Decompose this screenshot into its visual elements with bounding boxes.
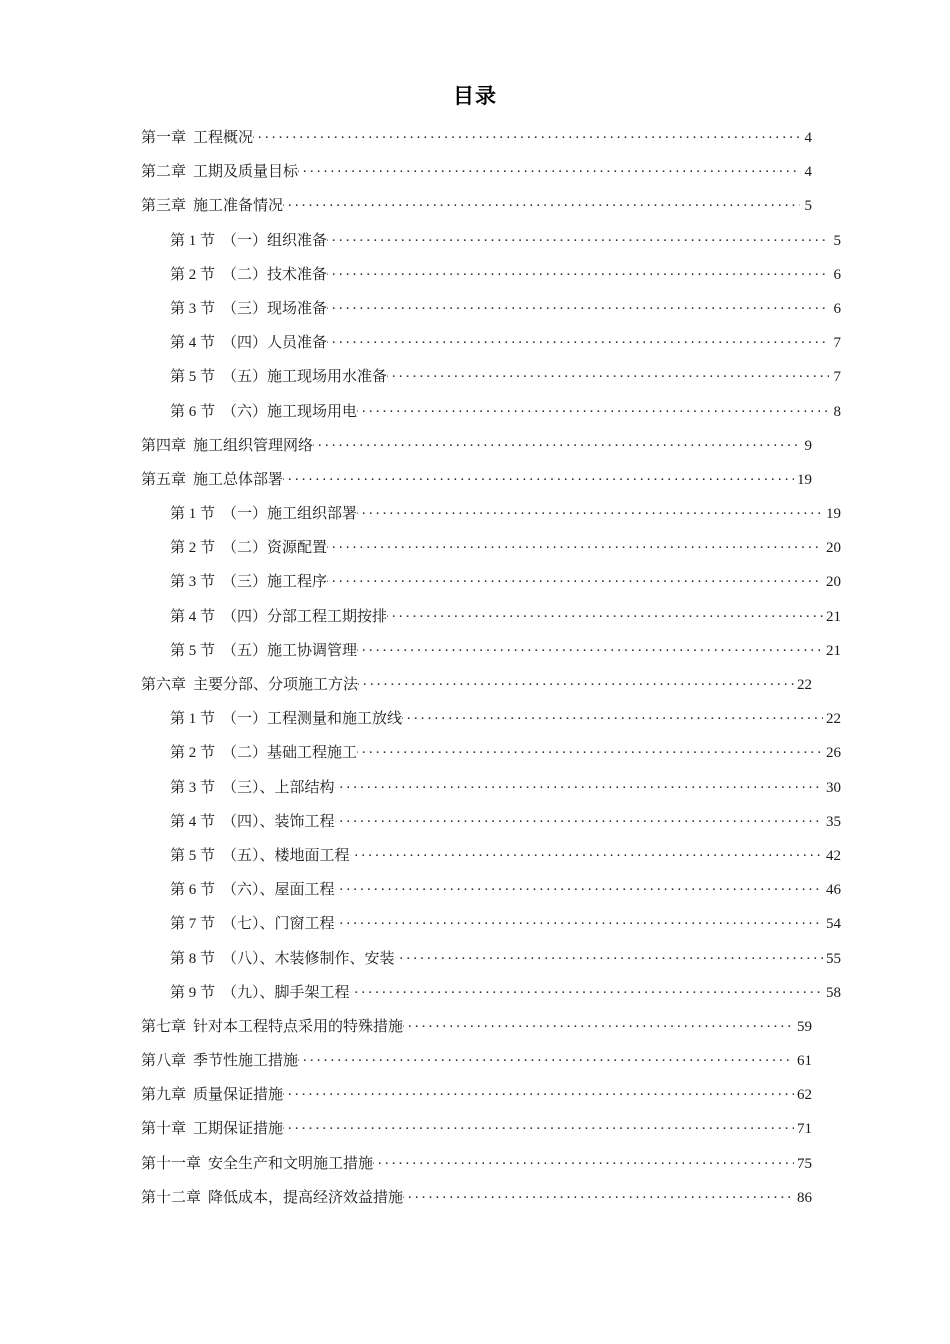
toc-entry-label: 第 7 节 — [170, 916, 216, 933]
toc-entry[interactable] — [141, 668, 812, 702]
toc-entry-label: 第 2 节 — [170, 266, 216, 283]
toc-entry-label: 第 3 节 — [170, 779, 216, 796]
toc-dot-leader — [357, 742, 823, 757]
toc-entry[interactable] — [141, 736, 841, 770]
toc-dot-leader — [350, 982, 823, 997]
toc-entry-page-number: 21 — [826, 642, 841, 659]
toc-dot-leader — [402, 708, 823, 723]
toc-entry-page-number: 59 — [797, 1018, 812, 1035]
toc-entry-title: 工期及质量目标 — [193, 164, 299, 181]
toc-entry-label: 第 9 节 — [170, 984, 216, 1001]
toc-entry-label: 第十二章 — [141, 1189, 202, 1206]
toc-entry[interactable] — [141, 531, 841, 565]
toc-entry-label: 第二章 — [141, 164, 187, 181]
toc-entry-label: 第 8 节 — [170, 950, 216, 967]
toc-entry[interactable] — [141, 907, 841, 941]
toc-dot-leader — [283, 1084, 794, 1099]
toc-entry-label: 第九章 — [141, 1087, 187, 1104]
toc-entry-page-number: 22 — [797, 677, 812, 693]
toc-entry-title: 工期保证措施 — [193, 1121, 284, 1138]
toc-entry[interactable] — [141, 189, 812, 223]
toc-entry-title: （二）技术准备 — [222, 266, 328, 283]
toc-entry-title: 工程概况 — [193, 130, 254, 146]
toc-entry[interactable] — [141, 942, 841, 976]
toc-entry[interactable] — [141, 565, 841, 599]
toc-entry-title: 质量保证措施 — [193, 1087, 284, 1104]
toc-dot-leader — [327, 264, 829, 279]
toc-entry-title: （五）施工协调管理 — [222, 642, 358, 659]
toc-entry-title: （八）、木装修制作、安装 — [222, 950, 395, 967]
toc-dot-leader — [327, 298, 829, 313]
toc-entry-page-number: 30 — [826, 779, 841, 796]
toc-entry-label: 第 6 节 — [170, 403, 216, 420]
toc-dot-leader — [357, 401, 829, 416]
toc-entry-title: （四）分部工程工期按排 — [222, 608, 388, 625]
toc-entry-page-number: 61 — [797, 1053, 812, 1070]
toc-entry-title: （一）施工组织部署 — [222, 506, 358, 523]
toc-dot-leader — [298, 161, 800, 176]
toc-entry[interactable] — [141, 326, 841, 360]
toc-dot-leader — [403, 1016, 794, 1031]
toc-entry[interactable] — [141, 976, 841, 1010]
toc-entry-page-number: 26 — [826, 745, 841, 762]
toc-entry[interactable] — [141, 1181, 812, 1215]
toc-dot-leader — [350, 845, 823, 860]
toc-entry-label: 第 1 节 — [170, 506, 216, 523]
toc-entry[interactable] — [141, 805, 841, 839]
toc-entry-label: 第 2 节 — [170, 745, 216, 762]
toc-entry-label: 第 1 节 — [170, 232, 216, 249]
toc-entry[interactable] — [141, 1078, 812, 1112]
toc-dot-leader — [327, 571, 823, 586]
toc-entry-page-number: 5 — [833, 232, 841, 249]
toc-entry[interactable] — [141, 395, 841, 429]
toc-entry[interactable] — [141, 463, 812, 497]
toc-entry-page-number: 42 — [826, 847, 841, 864]
toc-entry[interactable] — [141, 155, 812, 189]
toc-entry[interactable] — [141, 224, 841, 258]
toc-entry-label: 第 5 节 — [170, 642, 216, 659]
toc-entry-label: 第 5 节 — [170, 369, 216, 386]
toc-dot-leader — [283, 195, 800, 210]
toc-dot-leader — [283, 1118, 794, 1133]
toc-entry-title: 施工组织管理网络 — [193, 437, 314, 454]
toc-entry-page-number: 35 — [826, 813, 841, 830]
toc-entry-page-number: 19 — [826, 506, 841, 523]
toc-entry-label: 第六章 — [141, 677, 187, 693]
table-of-contents — [141, 121, 841, 1215]
toc-entry-page-number: 20 — [826, 540, 841, 557]
toc-entry-page-number: 54 — [826, 916, 841, 933]
toc-entry-page-number: 21 — [826, 608, 841, 625]
toc-dot-leader — [298, 1050, 794, 1065]
toc-entry-title: （五）施工现场用水准备 — [222, 369, 388, 386]
toc-dot-leader — [395, 948, 823, 963]
toc-entry-label: 第十一章 — [141, 1155, 202, 1172]
toc-entry-title: （五）、楼地面工程 — [222, 847, 350, 864]
toc-dot-leader — [327, 230, 829, 245]
toc-entry-label: 第 4 节 — [170, 335, 216, 352]
toc-entry-title: （六）施工现场用电 — [222, 403, 358, 420]
toc-entry-title: 主要分部、分项施工方法 — [193, 677, 359, 693]
toc-entry-label: 第 3 节 — [170, 574, 216, 591]
toc-entry[interactable] — [141, 1044, 812, 1078]
toc-dot-leader — [327, 332, 829, 347]
toc-entry-page-number: 58 — [826, 984, 841, 1001]
toc-entry-page-number: 8 — [833, 403, 841, 420]
toc-entry[interactable] — [141, 634, 841, 668]
toc-entry[interactable] — [141, 497, 841, 531]
toc-entry-title: （七）、门窗工程 — [222, 916, 335, 933]
toc-entry-label: 第 2 节 — [170, 540, 216, 557]
toc-dot-leader — [387, 366, 829, 381]
toc-dot-leader — [335, 913, 823, 928]
toc-entry-page-number: 62 — [797, 1087, 812, 1104]
toc-entry-title: 降低成本，提高经济效益措施 — [208, 1189, 404, 1206]
toc-entry[interactable] — [141, 258, 841, 292]
toc-entry-label: 第 6 节 — [170, 882, 216, 899]
toc-entry-label: 第四章 — [141, 437, 187, 454]
toc-entry-page-number: 5 — [804, 198, 812, 215]
toc-entry-page-number: 9 — [804, 437, 812, 454]
toc-entry[interactable] — [141, 429, 812, 463]
toc-entry-page-number: 6 — [833, 266, 841, 283]
toc-dot-leader — [335, 879, 823, 894]
toc-entry-label: 第 5 节 — [170, 847, 216, 864]
toc-entry-label: 第一章 — [141, 130, 187, 146]
toc-dot-leader — [335, 811, 823, 826]
toc-entry[interactable] — [141, 600, 841, 634]
toc-entry-title: （一）组织准备 — [222, 232, 328, 249]
toc-entry[interactable] — [141, 121, 812, 155]
toc-entry-title: 季节性施工措施 — [193, 1053, 299, 1070]
toc-entry-title: （四）人员准备 — [222, 335, 328, 352]
toc-entry-label: 第八章 — [141, 1053, 187, 1070]
toc-entry[interactable] — [141, 839, 841, 873]
toc-entry-page-number: 6 — [833, 300, 841, 317]
toc-entry-title: （一）工程测量和施工放线 — [222, 711, 403, 728]
toc-entry-label: 第五章 — [141, 471, 187, 488]
toc-entry[interactable] — [141, 702, 841, 736]
toc-entry-title: 施工准备情况 — [193, 198, 284, 215]
toc-dot-leader — [327, 537, 823, 552]
toc-entry-title: 施工总体部署 — [193, 471, 284, 488]
toc-entry-title: （二）资源配置 — [222, 540, 328, 557]
toc-entry-title: （二）基础工程施工 — [222, 745, 358, 762]
toc-dot-leader — [335, 777, 823, 792]
toc-entry-title: （三）现场准备 — [222, 300, 328, 317]
toc-entry-page-number: 19 — [797, 471, 812, 488]
page-title: 目录 — [453, 84, 497, 108]
toc-entry[interactable] — [141, 1010, 812, 1044]
toc-dot-leader — [283, 469, 794, 484]
toc-entry-title: （三）、上部结构 — [222, 779, 335, 796]
toc-entry-label: 第 1 节 — [170, 711, 216, 728]
toc-entry-label: 第 3 节 — [170, 300, 216, 317]
toc-dot-leader — [373, 1153, 794, 1168]
toc-entry-label: 第 4 节 — [170, 813, 216, 830]
toc-dot-leader — [357, 640, 823, 655]
toc-entry-label: 第十章 — [141, 1121, 187, 1138]
toc-entry[interactable] — [141, 292, 841, 326]
toc-entry-page-number: 22 — [826, 711, 841, 728]
toc-dot-leader — [357, 503, 823, 518]
toc-dot-leader — [387, 606, 823, 621]
toc-entry-page-number: 4 — [804, 130, 812, 146]
toc-entry-label: 第七章 — [141, 1018, 187, 1035]
toc-entry-page-number: 46 — [826, 882, 841, 899]
toc-dot-leader — [253, 127, 800, 142]
toc-entry-page-number: 86 — [797, 1189, 812, 1206]
toc-entry-page-number: 55 — [826, 950, 841, 967]
toc-entry-page-number: 4 — [804, 164, 812, 181]
toc-dot-leader — [313, 435, 800, 450]
toc-entry[interactable] — [141, 1112, 812, 1146]
toc-entry-title: （六）、屋面工程 — [222, 882, 335, 899]
toc-entry-title: （三）施工程序 — [222, 574, 328, 591]
toc-entry-label: 第三章 — [141, 198, 187, 215]
toc-entry-title: （四）、装饰工程 — [222, 813, 335, 830]
toc-entry-label: 第 4 节 — [170, 608, 216, 625]
toc-entry[interactable] — [141, 873, 841, 907]
toc-entry-page-number: 20 — [826, 574, 841, 591]
toc-dot-leader — [358, 674, 794, 689]
toc-entry-page-number: 71 — [797, 1121, 812, 1138]
toc-dot-leader — [403, 1187, 794, 1202]
toc-entry-page-number: 7 — [833, 335, 841, 352]
toc-entry[interactable] — [141, 360, 841, 394]
toc-entry-page-number: 7 — [833, 369, 841, 386]
toc-entry[interactable] — [141, 771, 841, 805]
toc-entry-title: 安全生产和文明施工措施 — [208, 1155, 374, 1172]
toc-entry-page-number: 75 — [797, 1155, 812, 1172]
toc-entry-title: （九）、脚手架工程 — [222, 984, 350, 1001]
toc-entry-title: 针对本工程特点采用的特殊措施 — [193, 1018, 404, 1035]
toc-entry[interactable] — [141, 1147, 812, 1181]
